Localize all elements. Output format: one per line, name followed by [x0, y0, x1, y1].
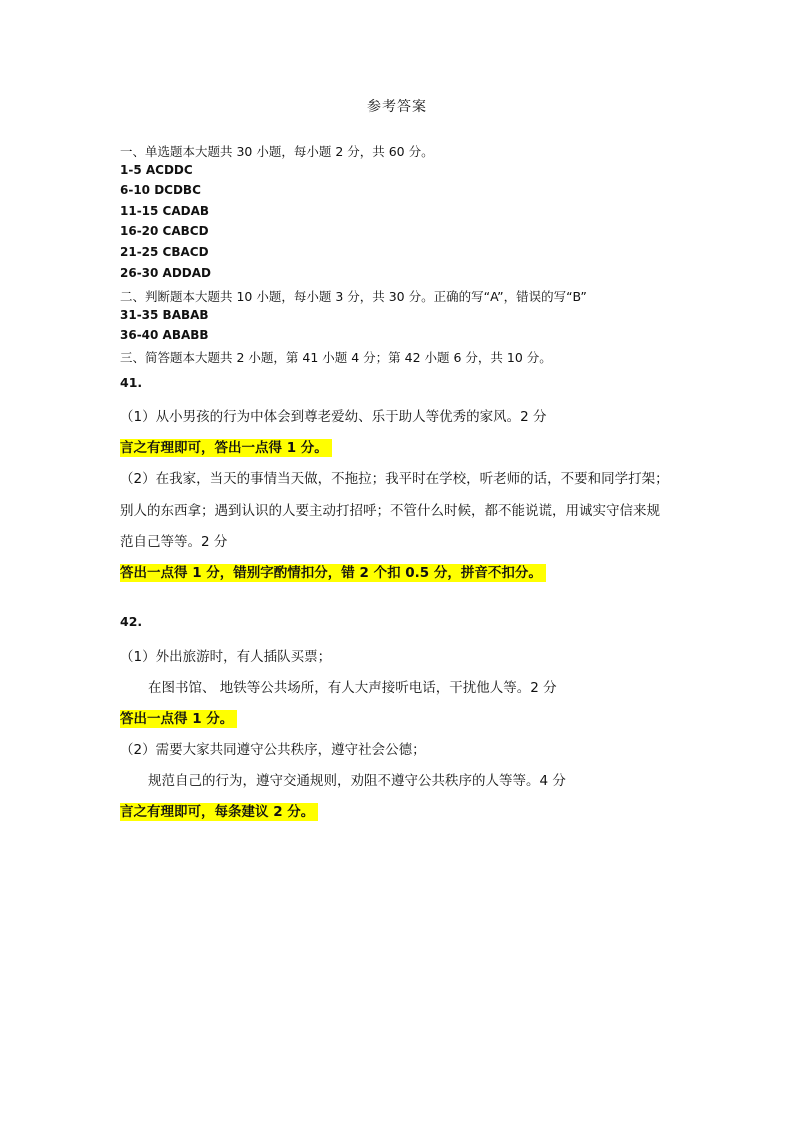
answer-line-1: 1-5 ACDDC [120, 163, 193, 177]
q41-part2-line2: 别人的东西拿；遇到认识的人要主动打招呼；不管什么时候，都不能说谎，用诚实守信来规 [120, 503, 660, 519]
section2-heading: 二、判断题本大题共 10 小题，每小题 3 分，共 30 分。正确的写“A”，错误的写“B” [120, 289, 587, 304]
q42-part2-scoring-note: 言之有理即可，每条建议 2 分。 [120, 803, 318, 821]
page-title: 参考答案 [367, 99, 427, 115]
q42-part2-line2: 规范自己的行为，遵守交通规则，劝阻不遵守公共秩序的人等等。4 分 [148, 773, 566, 789]
section1-heading: 一、单选题本大题共 30 小题，每小题 2 分，共 60 分。 [120, 144, 434, 159]
answer-line-8: 36-40 ABABB [120, 328, 209, 342]
q41-part2-scoring-note: 答出一点得 1 分，错别字酌情扣分，错 2 个扣 0.5 分，拼音不扣分。 [120, 564, 546, 582]
question-42-number: 42. [120, 614, 143, 629]
answer-line-2: 6-10 DCDBC [120, 183, 201, 197]
q42-part1-scoring-note: 答出一点得 1 分。 [120, 710, 237, 728]
q41-part2-line3: 范自己等等。2 分 [120, 534, 228, 550]
answer-line-5: 21-25 CBACD [120, 245, 209, 259]
q41-part1: （1）从小男孩的行为中体会到尊老爱幼、乐于助人等优秀的家风。2 分 [120, 409, 547, 425]
q42-part1-line2: 在图书馆、 地铁等公共场所，有人大声接听电话，干扰他人等。2 分 [148, 680, 557, 696]
answer-line-6: 26-30 ADDAD [120, 266, 212, 280]
q42-part2-line1: （2）需要大家共同遵守公共秩序，遵守社会公德； [120, 742, 426, 758]
question-41-number: 41. [120, 375, 143, 390]
q42-part1-line1: （1）外出旅游时，有人插队买票； [120, 649, 332, 665]
answer-line-7: 31-35 BABAB [120, 308, 209, 322]
q41-part2-line1: （2）在我家，当天的事情当天做，不拖拉；我平时在学校，听老师的话，不要和同学打架； [120, 471, 669, 487]
answer-line-3: 11-15 CADAB [120, 204, 210, 218]
section3-heading: 三、简答题本大题共 2 小题，第 41 小题 4 分；第 42 小题 6 分，共 10 分。 [120, 350, 552, 365]
answer-line-4: 16-20 CABCD [120, 224, 209, 238]
q41-part1-scoring-note: 言之有理即可，答出一点得 1 分。 [120, 439, 332, 457]
